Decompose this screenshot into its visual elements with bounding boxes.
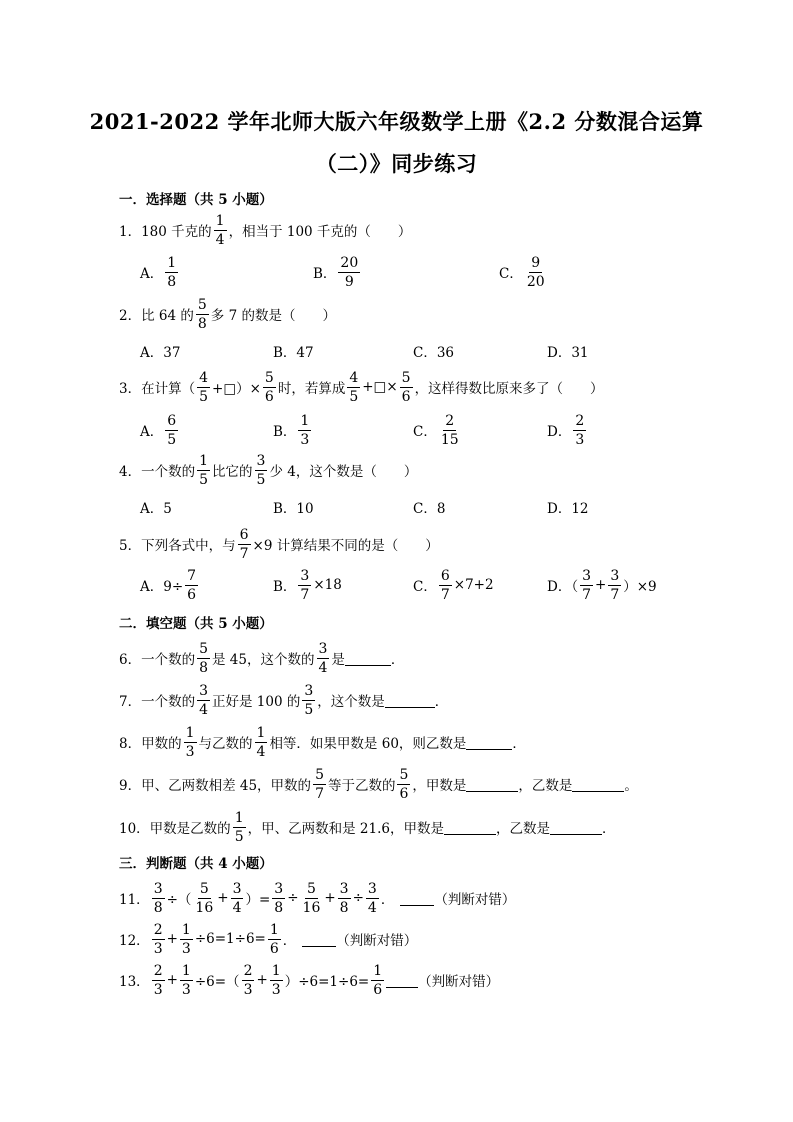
question-8: 8．甲数的 $\frac{1}{3}$ 与乙数的 $\frac{1}{4}$ 相等．如果甲数是 60，则乙数是 ．: [119, 724, 526, 760]
answer-blank: [444, 820, 496, 835]
q5-option-b: B． $\frac{3}{7}$ ×18: [273, 567, 342, 603]
fraction: $\frac{5}{8}$: [197, 296, 207, 332]
answer-blank: [400, 891, 434, 906]
question-2: 2．比 64 的 $\frac{5}{8}$ 多 7 的数是（ ）: [119, 296, 336, 332]
q4-option-c: C．8: [413, 501, 446, 517]
section-heading-fill: 二．填空题（共 5 小题）: [119, 616, 273, 632]
question-6: 6．一个数的 $\frac{5}{8}$ 是 45，这个数的 $\frac{3}{4}$ 是 ．: [119, 640, 405, 676]
question-5: 5．下列各式中，与 $\frac{6}{7}$ ×9 计算结果不同的是（ ）: [119, 526, 439, 562]
q1-option-b: B． $\frac{20}{9}$: [313, 254, 359, 290]
answer-blank: [550, 820, 602, 835]
answer-blank: [466, 777, 518, 792]
answer-blank: [345, 651, 391, 666]
q2-option-a: A．37: [140, 345, 181, 361]
question-11: 11． $\frac{3}{8}$ ÷（ $\frac{5}{16}$ + $\frac{3}{4}$ ）= $\frac{3}{8}$ ÷ $\frac{5}{16}$ + $\frac{3}{8}$ ÷ $\frac{3}{4}$ ． （判断对错）: [119, 880, 516, 916]
q2-option-b: B．47: [273, 345, 314, 361]
q1-text: ，相当于 100 千克的（ ）: [228, 224, 412, 240]
answer-blank: [385, 693, 435, 708]
question-3: 3．在计算（ $\frac{4}{5}$ +□）× $\frac{5}{6}$ 时，若算成 $\frac{4}{5}$ +□× $\frac{5}{6}$ ，这样得数比原来多了（ ）: [119, 369, 604, 405]
answer-blank: [466, 735, 512, 750]
fraction: $\frac{1}{4}$: [215, 212, 225, 248]
page-title-line2: （二）》同步练习: [315, 151, 478, 176]
question-12: 12． $\frac{2}{3}$ + $\frac{1}{3}$ ÷6=1÷6= $\frac{1}{6}$ ． （判断对错）: [119, 921, 418, 957]
q4-option-d: D．12: [547, 501, 589, 517]
section-heading-choice: 一．选择题（共 5 小题）: [119, 192, 273, 208]
q1-option-c: C． $\frac{9}{20}$: [499, 254, 545, 290]
q5-option-a: A．9÷ $\frac{7}{6}$: [140, 567, 197, 603]
q2-option-d: D．31: [547, 345, 589, 361]
answer-blank: [386, 973, 418, 988]
page-title-line1: 2021-2022 学年北师大版六年级数学上册《2.2 分数混合运算: [89, 109, 704, 134]
q3-option-a: A． $\frac{6}{5}$: [140, 412, 177, 448]
q2-option-c: C．36: [413, 345, 455, 361]
question-7: 7．一个数的 $\frac{3}{4}$ 正好是 100 的 $\frac{3}{5}$ ，这个数是 ．: [119, 682, 449, 718]
answer-blank: [572, 777, 624, 792]
q4-option-a: A．5: [140, 501, 172, 517]
q1-text: 1．180 千克的: [119, 224, 212, 240]
answer-blank: [302, 932, 336, 947]
question-10: 10．甲数是乙数的 $\frac{1}{5}$ ，甲、乙两数和是 21.6，甲数是 ，乙数是 ．: [119, 809, 616, 845]
q4-option-b: B．10: [273, 501, 314, 517]
q5-option-c: C． $\frac{6}{7}$ ×7+2: [413, 567, 494, 603]
q3-option-c: C． $\frac{2}{15}$: [413, 412, 459, 448]
section-heading-judge: 三．判断题（共 4 小题）: [119, 856, 273, 872]
q5-option-d: D．（ $\frac{3}{7}$ + $\frac{3}{7}$ ）×9: [547, 567, 657, 603]
q3-option-d: D． $\frac{2}{3}$: [547, 412, 585, 448]
question-4: 4．一个数的 $\frac{1}{5}$ 比它的 $\frac{3}{5}$ 少 4，这个数是（ ）: [119, 452, 418, 488]
question-1: [119, 208, 411, 252]
q3-option-b: B． $\frac{1}{3}$: [273, 412, 310, 448]
q1-option-a: A． $\frac{1}{8}$: [140, 254, 177, 290]
question-9: 9．甲、乙两数相差 45，甲数的 $\frac{5}{7}$ 等于乙数的 $\frac{5}{6}$ ，甲数是 ，乙数是 。: [119, 766, 638, 802]
question-13: 13． $\frac{2}{3}$ + $\frac{1}{3}$ ÷6=（ $\frac{2}{3}$ + $\frac{1}{3}$ ）÷6=1÷6= $\frac{1}{6}$ （判断对错）: [119, 962, 500, 998]
